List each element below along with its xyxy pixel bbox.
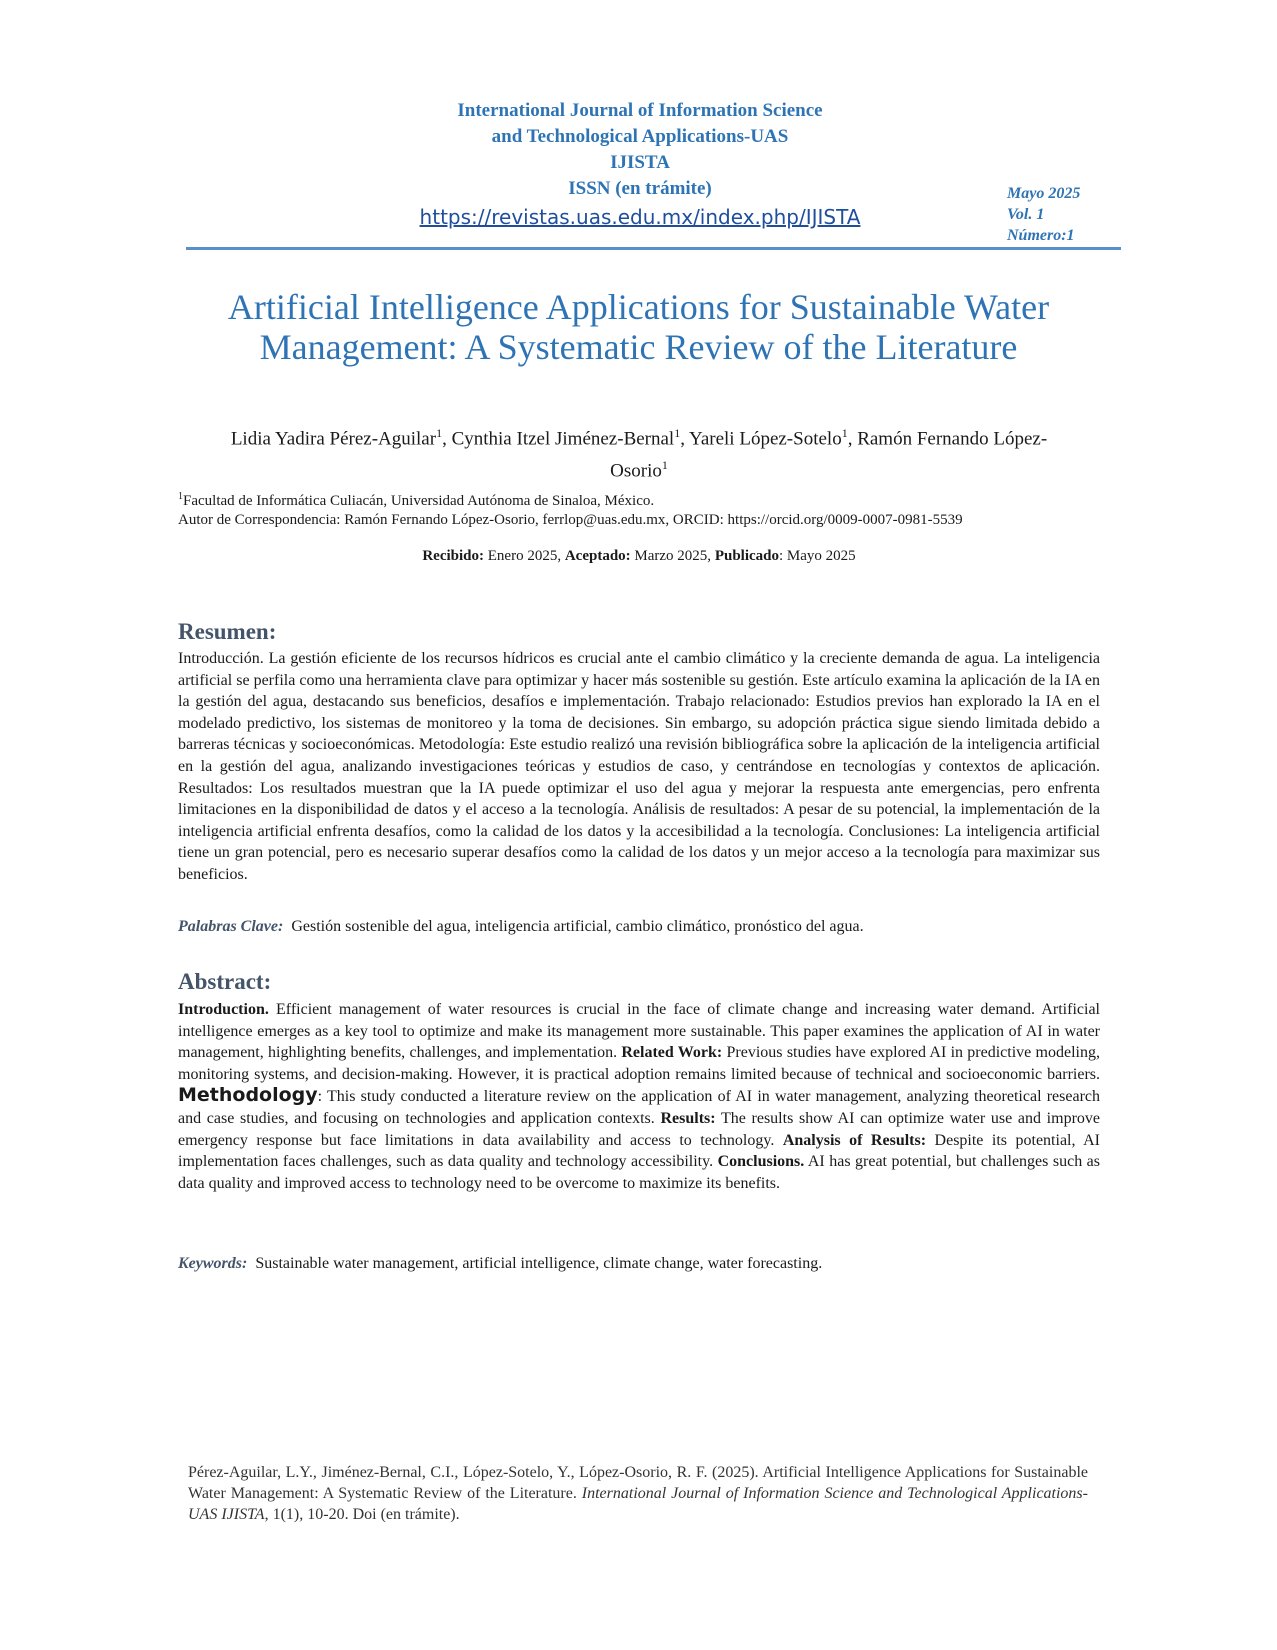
abstract-conclusions-label: Conclusions. xyxy=(717,1153,805,1171)
author-affil-mark: 1 xyxy=(674,426,681,440)
journal-url-link[interactable]: https://revistas.uas.edu.mx/index.php/IJISTA xyxy=(419,205,861,229)
resumen-text: Introducción. La gestión eficiente de los recursos hídricos es crucial ante el cambio climático y la creciente demanda de agua. La inteligencia artificial se perfila como una herramienta clave para optimizar y hacer más sostenible su gestión. Este artículo examina la aplicación de la IA en la gestión del agua, destacando sus beneficios, desafíos e implementación. Trabajo relacionado: Estudios previos han explorado la IA en el modelado predictivo, los sistemas de monitoreo y la toma de decisiones. Sin embargo, su adopción práctica sigue siendo limitada debido a barreras técnicas y socioeconómicas. Metodología: Este estudio realizó una revisión bibliográfica sobre la aplicación de la inteligencia artificial en la gestión del agua, analizando investigaciones teóricas y estudios de caso, y centrándose en tecnologías y contextos de aplicación. Resultados: Los resultados muestran que la IA puede optimizar el uso del agua y mejorar la respuesta ante emergencias, pero enfrenta limitaciones en la disponibilidad de datos y el acceso a la tecnología. Análisis de resultados: A pesar de su potencial, la implementación de la inteligencia artificial enfrenta desafíos, como la calidad de los datos y la accesibilidad a la tecnología. Conclusiones: La inteligencia artificial tiene un gran potencial, pero es necesario superar desafíos como la calidad de los datos y un mejor acceso a la tecnología para maximizar sus beneficios. xyxy=(178,650,1100,883)
abstract-heading: Abstract: xyxy=(178,969,272,994)
resumen-keywords-label: Palabras Clave: xyxy=(178,918,284,935)
author-name: Osorio xyxy=(610,460,662,482)
abstract-related-label: Related Work: xyxy=(621,1044,723,1062)
accepted-date: Marzo 2025, xyxy=(630,548,715,564)
abstract-conclusions: AI has great potential, but challenges such as data quality and improved access to technology need to be overcome to maximize its benefits. xyxy=(178,1153,1100,1192)
resumen-heading: Resumen: xyxy=(178,619,277,644)
abstract-results: The results show AI can optimize water use and improve emergency response but face limitations in data availability and access to technology. xyxy=(178,1109,1101,1149)
affiliation-text: Facultad de Informática Culiacán, Universidad Autónoma de Sinaloa, México. xyxy=(183,493,655,509)
abstract-text xyxy=(178,999,1100,1194)
header-divider xyxy=(186,247,1121,250)
abstract-results-label: Results: xyxy=(660,1109,716,1127)
received-date: Enero 2025, xyxy=(484,548,565,564)
published-date: : Mayo 2025 xyxy=(779,548,856,564)
abstract-keywords-label: Keywords: xyxy=(178,1255,248,1272)
journal-abbreviation: IJISTA xyxy=(610,152,670,173)
published-label: Publicado xyxy=(714,548,779,564)
issue-volume: Vol. 1 xyxy=(1007,206,1045,223)
journal-name-line1: International Journal of Information Science xyxy=(457,100,823,121)
abstract-related: Previous studies have explored AI in predictive modeling, monitoring systems, and decision-making. However, it is practical adoption remains limited because of technical and socioeconomic barriers. xyxy=(178,1044,1100,1083)
issue-number: Número:1 xyxy=(1007,227,1075,244)
resumen-keywords-text: Gestión sostenible del agua, inteligencia artificial, cambio climático, pronóstico del agua. xyxy=(291,918,864,935)
affiliation-mark: 1 xyxy=(178,491,183,502)
resumen-keywords xyxy=(178,918,1100,936)
author-name: Cynthia Itzel Jiménez-Bernal xyxy=(451,428,675,450)
received-label: Recibido: xyxy=(422,548,484,564)
issue-info xyxy=(1007,183,1080,246)
author-affil-mark: 1 xyxy=(841,426,848,440)
abstract-intro: Efficient management of water resources is crucial in the face of climate change and increasing water demand. Artificial intelligence emerges as a key tool to optimize and make its management more sustainable. This paper examines the application of AI in water management, highlighting benefits, challenges, and implementation. xyxy=(178,1001,1100,1062)
abstract-method-label: Methodology xyxy=(178,1084,318,1107)
abstract-keywords xyxy=(178,1255,1100,1273)
citation-journal: International Journal of Information Science and Technological Applications-UAS IJISTA xyxy=(188,1485,1088,1523)
abstract-analysis-label: Analysis of Results: xyxy=(782,1131,927,1149)
author-name: Ramón Fernando López- xyxy=(857,428,1048,450)
journal-name-line2: and Technological Applications-UAS xyxy=(491,126,789,147)
citation-text: Pérez-Aguilar, L.Y., Jiménez-Bernal, C.I., López-Sotelo, Y., López-Osorio, R. F. (2025). Artificial Intelligence Applications for Sustainable Water Management: A Systematic Review of the Literature. xyxy=(188,1464,1088,1502)
issue-date: Mayo 2025 xyxy=(1007,185,1081,202)
abstract-method: : This study conducted a literature review on the application of AI in water management, analyzing theoretical research and case studies, and focusing on technologies and application contexts. xyxy=(178,1088,1100,1127)
author-name: Lidia Yadira Pérez-Aguilar xyxy=(230,428,437,450)
corresponding-author: Autor de Correspondencia: Ramón Fernando López-Osorio, ferrlop@uas.edu.mx, ORCID: https://orcid.org/0009-0007-0981-5539 xyxy=(178,512,963,528)
journal-header xyxy=(360,98,920,230)
citation-block xyxy=(188,1462,1088,1525)
author-affil-mark: 1 xyxy=(661,458,668,473)
affiliation-line xyxy=(178,487,1118,511)
citation-rest: , 1(1), 10-20. Doi (en trámite). xyxy=(264,1506,460,1523)
affiliation-block xyxy=(178,487,1118,530)
author-name: Yareli López-Sotelo xyxy=(689,428,842,450)
abstract-analysis: Despite its potential, AI implementation faces challenges, such as data quality and technology accessibility. xyxy=(178,1131,1100,1171)
abstract-keywords-text: Sustainable water management, artificial intelligence, climate change, water forecasting. xyxy=(255,1255,823,1272)
paper-title: Artificial Intelligence Applications for Sustainable Water Management: A Systematic Review of the Literature xyxy=(227,287,1050,367)
publication-dates xyxy=(178,548,1100,565)
accepted-label: Aceptado: xyxy=(564,548,631,564)
author-affil-mark: 1 xyxy=(436,426,443,440)
abstract-intro-label: Introduction. xyxy=(178,1001,269,1018)
author-list: Lidia Yadira Pérez-Aguilar$^1$, Cynthia Itzel Jiménez-Bernal$^1$, Yareli López-Sotelo$^1$, Ramón Fernando López- Osorio$^1$ xyxy=(230,426,1048,482)
journal-issn: ISSN (en trámite) xyxy=(568,178,712,199)
